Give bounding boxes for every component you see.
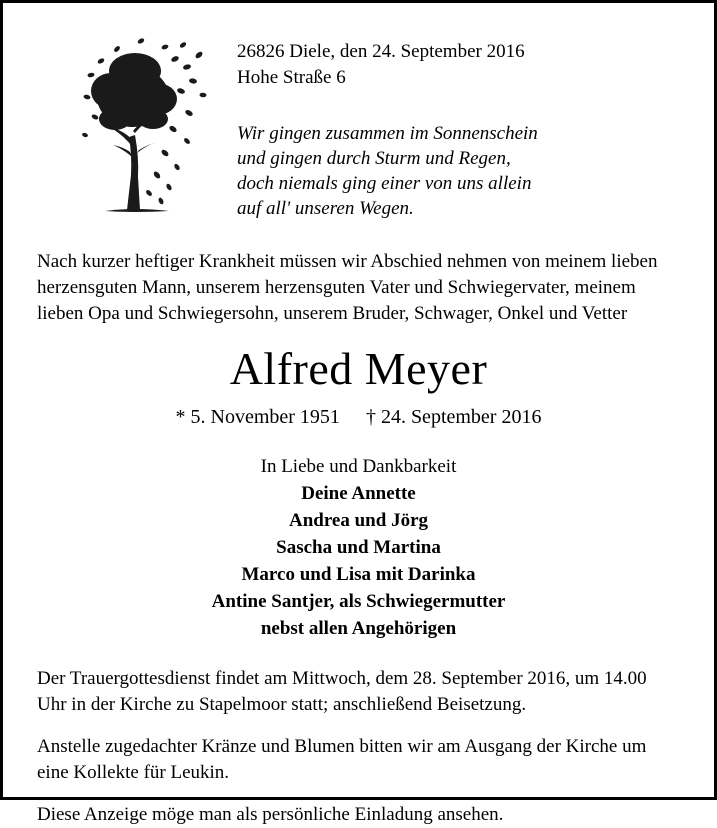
family-member: Deine Annette [301, 483, 416, 504]
place-date-line: 26826 Diele, den 24. September 2016 [237, 41, 525, 62]
service-info: Der Trauergottesdienst findet am Mittwoch, dem 28. September 2016, um 14.00 Uhr in der Kirche zu Stapelmoor statt; anschließend Beisetzung. [37, 668, 647, 715]
poem-line-2: und gingen durch Sturm und Regen, [237, 148, 511, 169]
invitation-info: Diese Anzeige möge man als persönliche Einladung ansehen. [37, 804, 504, 825]
tree-illustration [37, 25, 237, 215]
footer-block [37, 666, 680, 828]
family-member: Sascha und Martina [276, 537, 441, 558]
poem-line-1: Wir gingen zusammen im Sonnenschein [237, 123, 538, 144]
family-member: Andrea und Jörg [288, 510, 428, 531]
birth-date: * 5. November 1951 [175, 406, 340, 428]
family-member: nebst allen Angehörigen [260, 618, 457, 639]
notice-header [37, 25, 680, 221]
poem-line-3: doch niemals ging einer von uns allein [237, 173, 532, 194]
windblown-tree-icon [65, 25, 215, 215]
street-line: Hohe Straße 6 [237, 67, 346, 88]
family-lead: In Liebe und Dankbarkeit [260, 456, 457, 477]
family-member: Antine Santjer, als Schwiegermutter [211, 591, 506, 612]
poem-line-4: auf all' unseren Wegen. [237, 198, 414, 219]
family-member: Marco und Lisa mit Darinka [241, 564, 476, 585]
header-text-block [237, 25, 680, 221]
donation-info: Anstelle zugedachter Kränze und Blumen bitten wir am Ausgang der Kirche um eine Kollekte für Leukin. [37, 736, 647, 783]
deceased-name: Alfred Meyer [229, 343, 488, 394]
death-date: † 24. September 2016 [365, 406, 542, 428]
poem-block [237, 121, 680, 221]
family-block [37, 453, 680, 642]
intro-paragraph: Nach kurzer heftiger Krankheit müssen wir Abschied nehmen von meinem lieben herzensguten Mann, unserem herzensguten Vater und Schwiegervater, meinem lieben Opa und Schwiegersohn, unserem Bruder, Schwager, Onkel und Vetter [37, 251, 658, 324]
life-dates [37, 403, 680, 431]
